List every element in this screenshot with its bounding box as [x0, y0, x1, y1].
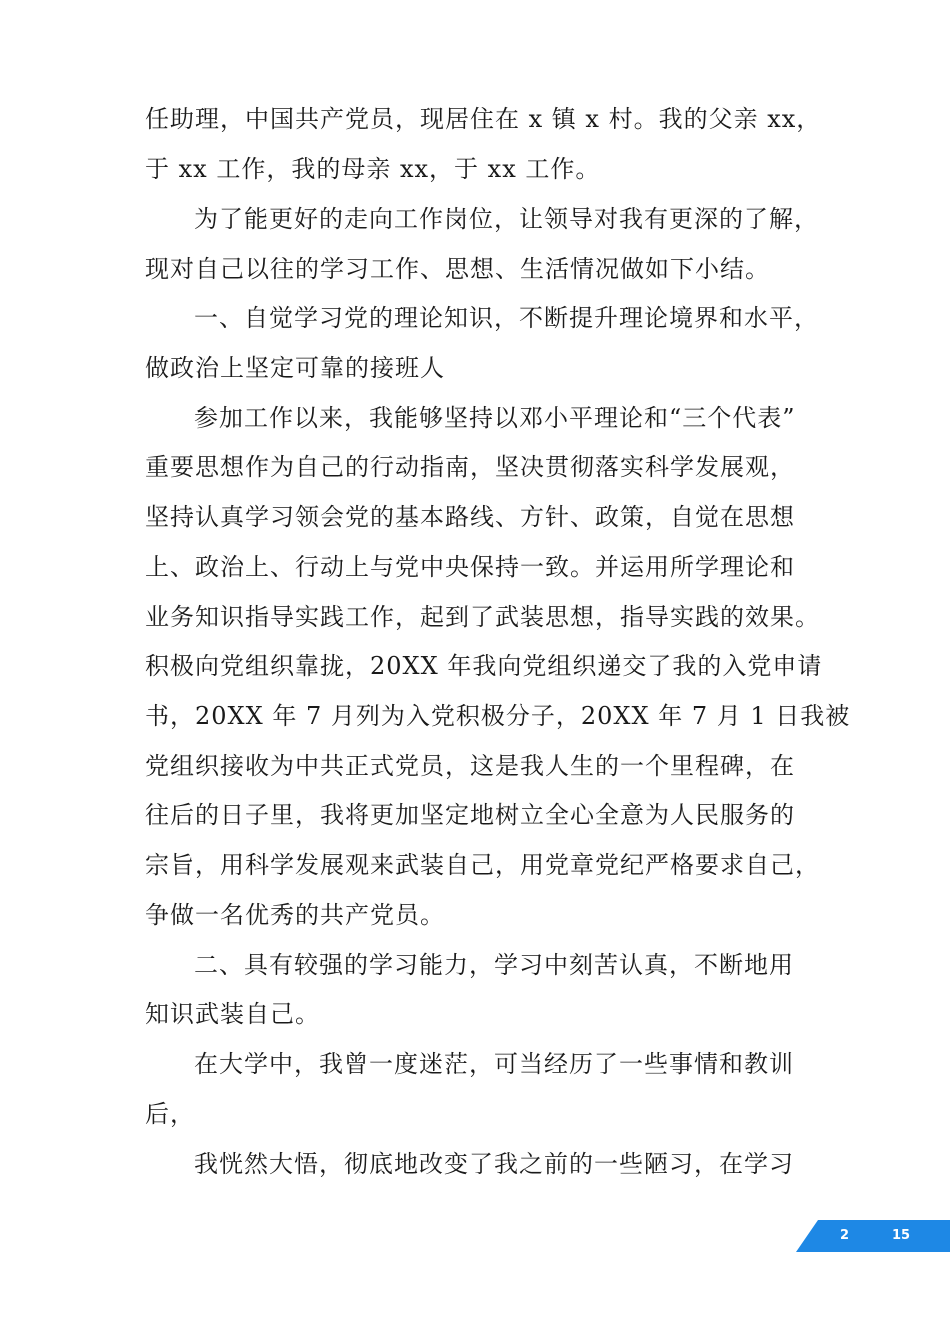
text-line: 重要思想作为自己的行动指南，坚决贯彻落实科学发展观，: [145, 453, 795, 481]
section-heading-one-cont: 做政治上坚定可靠的接班人: [145, 354, 445, 382]
text-line: 积极向党组织靠拢，20XX 年我向党组织递交了我的入党申请: [145, 652, 823, 680]
section-heading-one: 一、自觉学习党的理论知识，不断提升理论境界和水平，: [194, 304, 819, 332]
text-line: 于 xx 工作，我的母亲 xx，于 xx 工作。: [145, 155, 601, 183]
text-line: 上、政治上、行动上与党中央保持一致。并运用所学理论和: [145, 553, 795, 581]
total-pages-number: 15: [892, 1228, 911, 1243]
text-line: 任助理，中国共产党员，现居住在 x 镇 x 村。我的父亲 xx，: [145, 105, 822, 133]
text-line: 坚持认真学习领会党的基本路线、方针、政策，自觉在思想: [145, 503, 795, 531]
text-line: 书，20XX 年 7 月列为入党积极分子，20XX 年 7 月 1 日我被: [145, 702, 851, 730]
text-line: 宗旨，用科学发展观来武装自己，用党章党纪严格要求自己，: [145, 851, 820, 879]
text-line: 业务知识指导实践工作，起到了武装思想，指导实践的效果。: [145, 603, 820, 631]
text-line: 往后的日子里，我将更加坚定地树立全心全意为人民服务的: [145, 801, 795, 829]
text-line: 争做一名优秀的共产党员。: [145, 901, 445, 929]
paragraph-start-line: 在大学中，我曾一度迷茫，可当经历了一些事情和教训: [194, 1050, 794, 1078]
text-line: 党组织接收为中共正式党员，这是我人生的一个里程碑，在: [145, 752, 795, 780]
section-heading-two: 二、具有较强的学习能力，学习中刻苦认真，不断地用: [194, 951, 794, 979]
page-badge-shape: [796, 1220, 950, 1252]
section-heading-two-cont: 知识武装自己。: [145, 1000, 320, 1028]
paragraph-start-line: 参加工作以来，我能够坚持以邓小平理论和“三个代表”: [194, 404, 796, 432]
text-line: 现对自己以往的学习工作、思想、生活情况做如下小结。: [145, 255, 770, 283]
paragraph-start-line: 我恍然大悟，彻底地改变了我之前的一些陋习，在学习: [194, 1150, 794, 1178]
page-number-badge: [796, 1220, 950, 1252]
paragraph-start-line: 为了能更好的走向工作岗位，让领导对我有更深的了解，: [194, 205, 819, 233]
current-page-number: 2: [840, 1228, 850, 1243]
text-line: 后，: [145, 1100, 195, 1128]
